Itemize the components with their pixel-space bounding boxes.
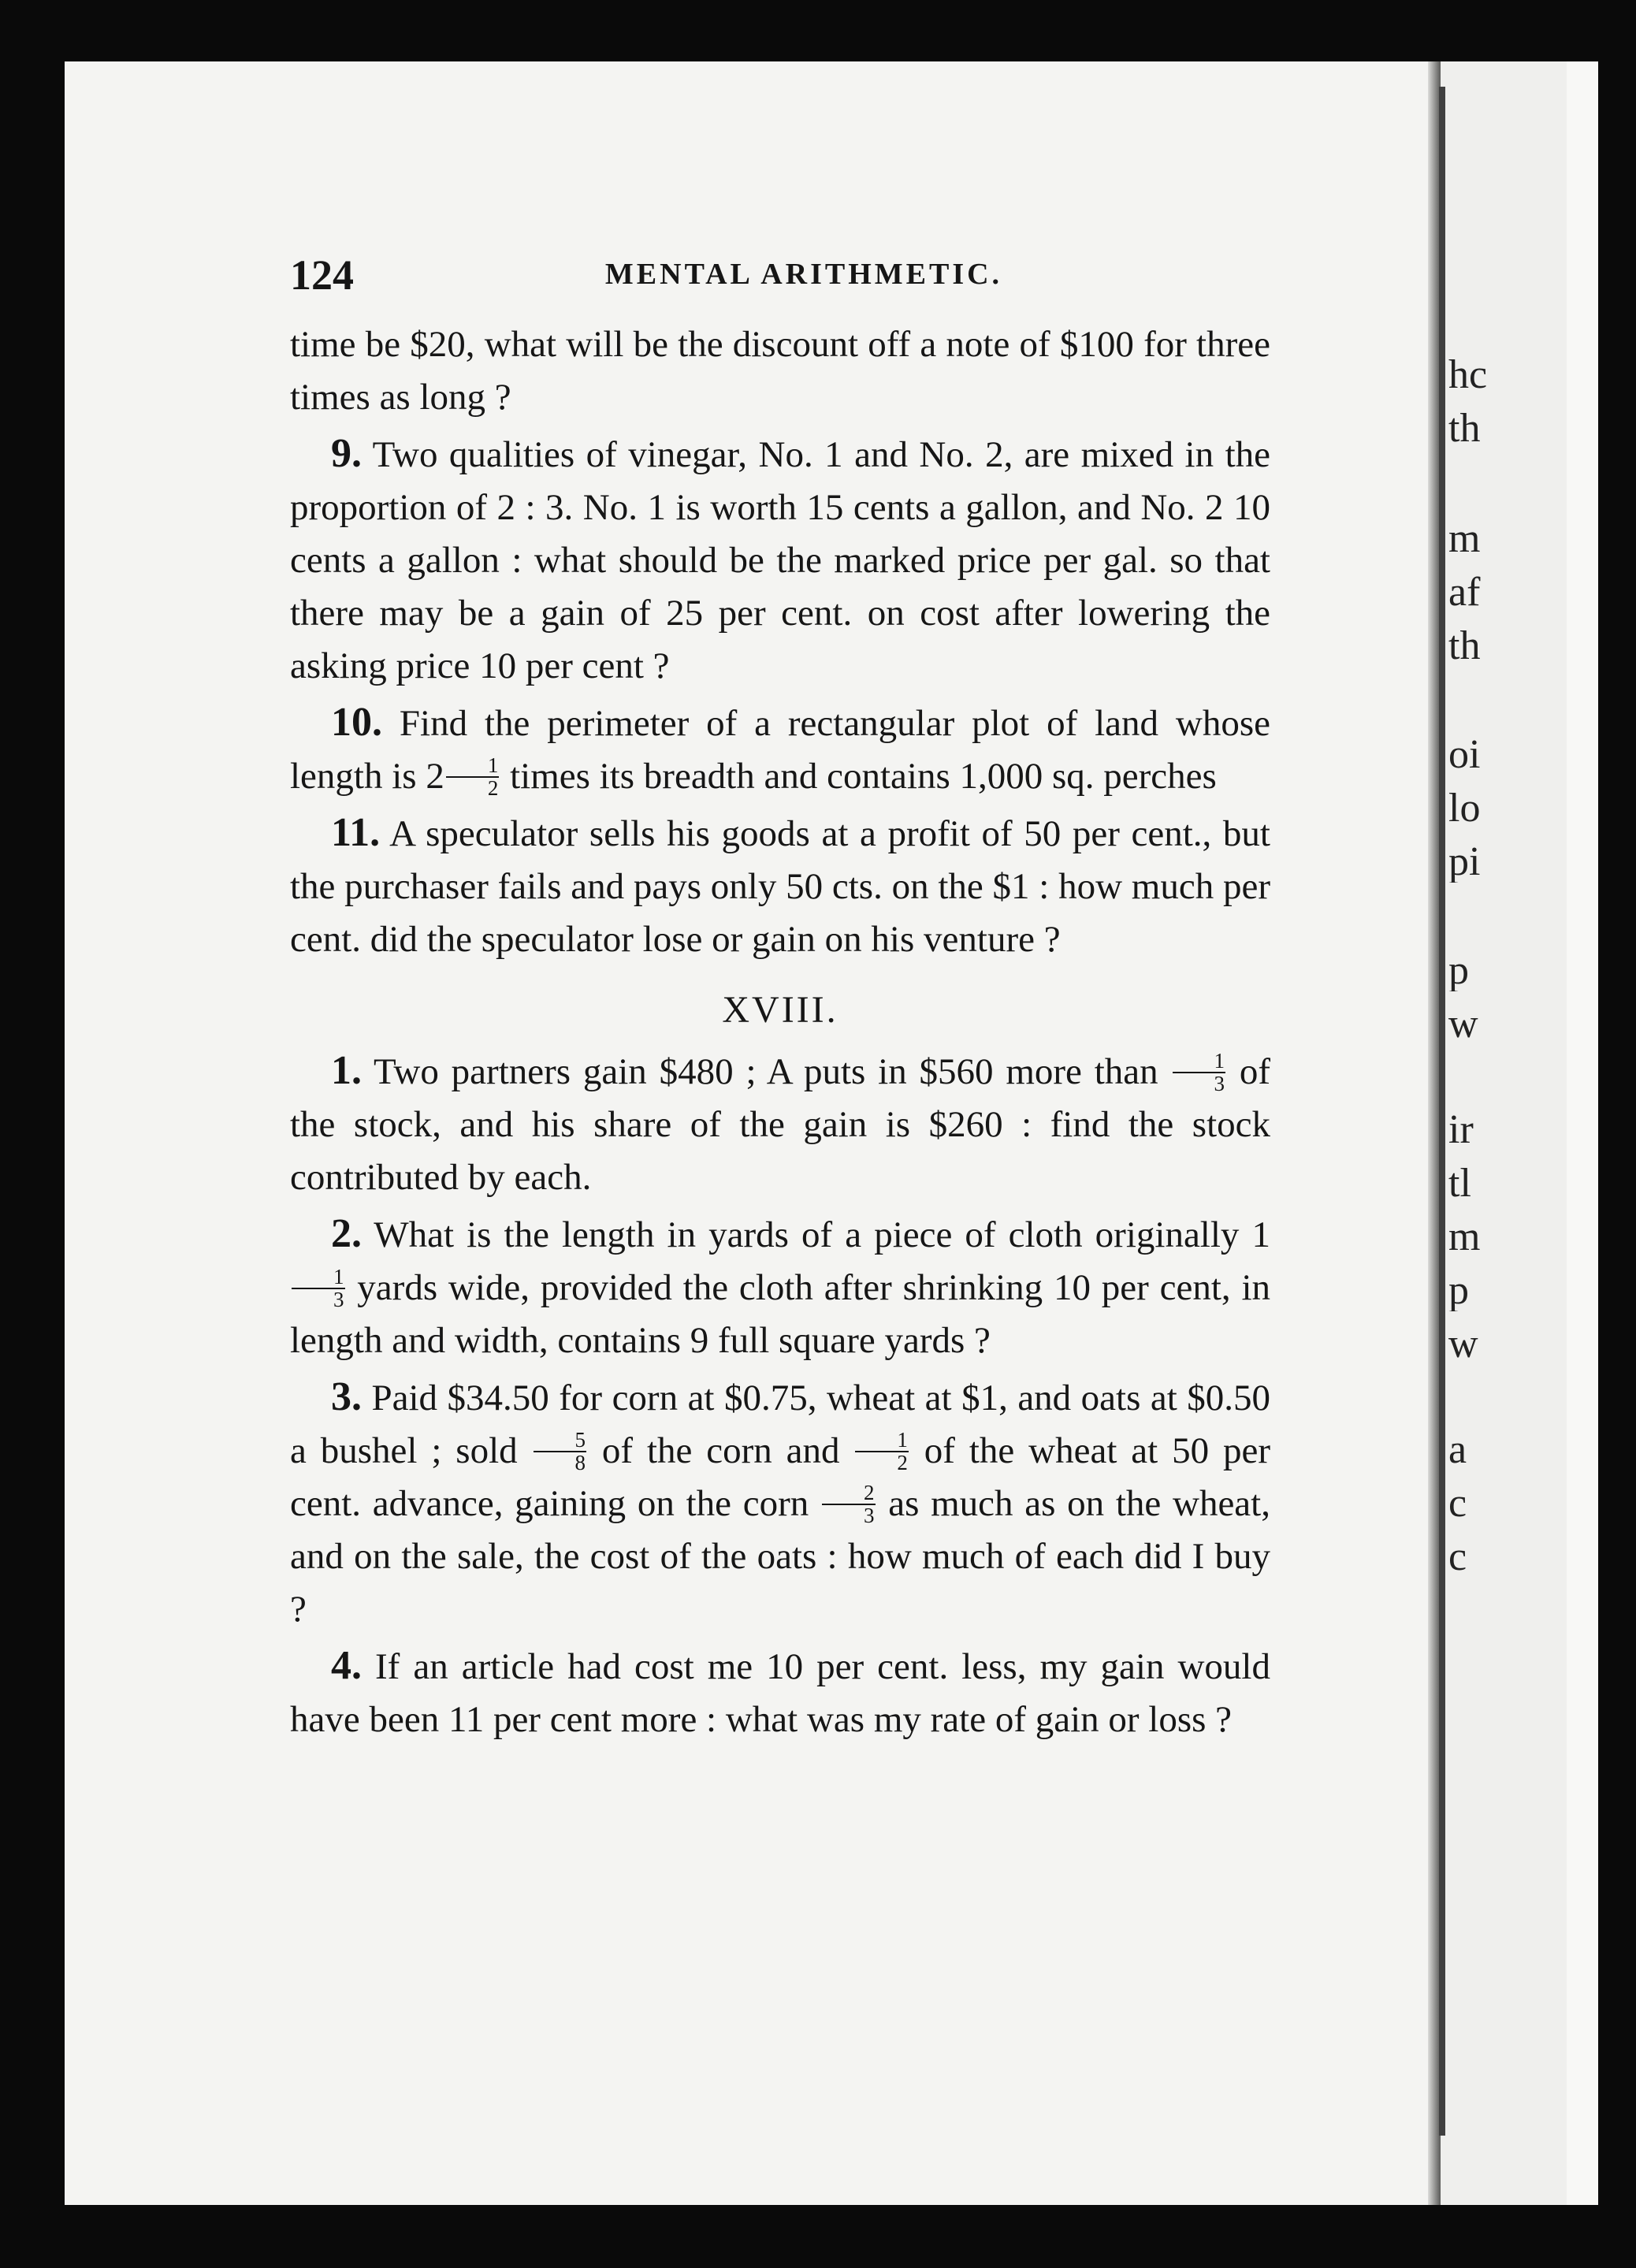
fragment: w — [1448, 1004, 1478, 1045]
problem-text: Find the perimeter of a rectangular plot of land whose length is 2 — [290, 703, 1270, 797]
problem-2 — [290, 1207, 1270, 1367]
problem-number: 4. — [331, 1643, 362, 1688]
fraction: $\frac{5}{8}$ — [534, 1430, 587, 1474]
fragment: th — [1448, 408, 1481, 449]
fragment: lo — [1448, 788, 1481, 829]
fraction: $\frac{2}{3}$ — [822, 1482, 876, 1526]
problem-text: If an article had cost me 10 per cent. less, my gain would have been 11 per cent more : what was my rate of gain or loss ? — [290, 1646, 1270, 1740]
fragment: oi — [1448, 734, 1481, 775]
fraction: $\frac{1}{2}$ — [855, 1430, 909, 1474]
fragment: pi — [1448, 842, 1481, 883]
problem-3 — [290, 1370, 1270, 1636]
problem-text: of the wheat at 50 per cent. advance, gaining on the corn — [290, 1430, 1270, 1524]
fragment: w — [1448, 1324, 1478, 1365]
problem-continuation — [290, 318, 1270, 424]
problem-9 — [290, 427, 1270, 693]
page-header — [290, 251, 1270, 298]
problem-text: of the corn and — [588, 1430, 854, 1471]
problem-number: 10. — [331, 700, 382, 745]
problem-4 — [290, 1639, 1270, 1746]
fraction: $\frac{1}{3}$ — [1173, 1050, 1226, 1095]
problem-text: A speculator sells his goods at a profit of 50 per cent., but the purchaser fails and pays only 50 cts. on the $1 : how much per cent. did the speculator lose or gain on his venture ? — [290, 813, 1270, 960]
problem-number: 2. — [331, 1211, 362, 1256]
fragment: m — [1448, 519, 1481, 560]
problem-11 — [290, 806, 1270, 966]
problem-number: 1. — [331, 1048, 362, 1093]
problem-text: of the stock, and his share of the gain is $260 : find the stock contributed by each. — [290, 1051, 1270, 1198]
fragment: m — [1448, 1217, 1481, 1258]
page-body — [290, 318, 1270, 1749]
fragment: p — [1448, 950, 1469, 991]
problem-text: time be $20, what will be the discount off a note of $100 for three times as long ? — [290, 324, 1270, 418]
problem-text: Two qualities of vinegar, No. 1 and No. 2, are mixed in the proportion of 2 : 3. No. 1 is worth 15 cents a gallon, and No. 2 10 cents a gallon : what should be the marked price per gal. so that there may be a gain of 25 per cent. on cost after lowering the asking price 10 per cent ? — [290, 434, 1270, 686]
fragment: c — [1448, 1483, 1467, 1524]
fraction: $\frac{1}{2}$ — [446, 755, 500, 799]
fragment: c — [1448, 1537, 1467, 1578]
fragment: af — [1448, 572, 1481, 613]
fragment: hc — [1448, 355, 1488, 396]
problem-number: 9. — [331, 431, 362, 476]
problem-text: times its breadth and contains 1,000 sq. perches — [500, 756, 1217, 797]
problem-1 — [290, 1044, 1270, 1204]
problem-text: Two partners gain $480 ; A puts in $560 more than — [373, 1051, 1171, 1092]
facing-page-edge — [1567, 61, 1598, 2205]
fragment: p — [1448, 1270, 1469, 1311]
gutter-line — [1439, 87, 1445, 2136]
problem-text: What is the length in yards of a piece of cloth originally 1 — [374, 1214, 1270, 1255]
problem-number: 11. — [331, 810, 381, 855]
problem-10 — [290, 696, 1270, 803]
problem-number: 3. — [331, 1374, 362, 1419]
problem-text: Paid $34.50 for corn at $0.75, wheat at $1, and oats at $0.50 a bushel ; sold — [290, 1378, 1271, 1471]
problem-text: as much as on the wheat, and on the sale, the cost of the oats : how much of each did I buy ? — [290, 1483, 1270, 1630]
problem-text: yards wide, provided the cloth after shrinking 10 per cent, in length and width, contains 9 full square yards ? — [290, 1267, 1270, 1361]
page-number: 124 — [290, 251, 354, 299]
running-title: MENTAL ARITHMETIC. — [604, 258, 1003, 291]
fragment: tl — [1448, 1163, 1471, 1204]
fragment: a — [1448, 1430, 1467, 1470]
fraction: $\frac{1}{3}$ — [292, 1266, 345, 1311]
fragment: ir — [1448, 1110, 1474, 1151]
fragment: th — [1448, 626, 1481, 667]
section-heading: XVIII. — [722, 989, 838, 1031]
